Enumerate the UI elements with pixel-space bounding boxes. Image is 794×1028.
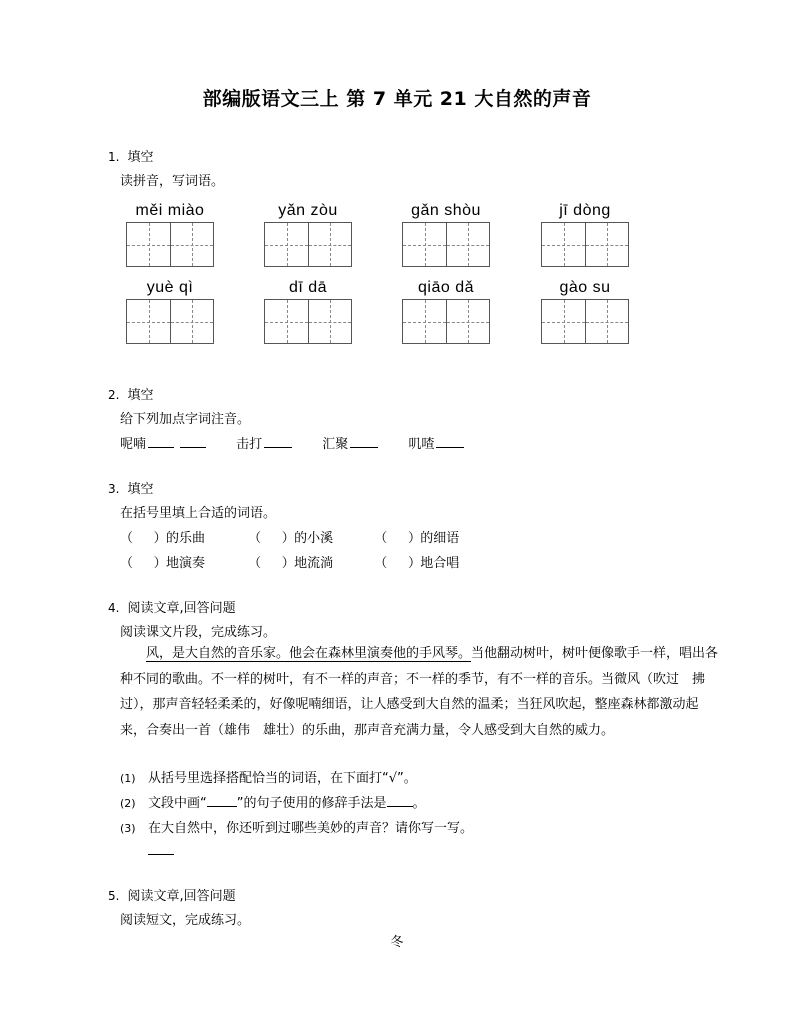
sub-question-2 xyxy=(120,792,426,811)
fill-paren[interactable]: （ ） xyxy=(374,556,421,571)
word-item: 叽喳 xyxy=(408,437,435,452)
answer-blank[interactable] xyxy=(180,435,206,448)
pinyin-grid-item xyxy=(126,279,214,346)
question-1-header xyxy=(108,146,153,165)
answer-blank[interactable] xyxy=(148,842,174,855)
question-1-instruction: 读拼音，写词语。 xyxy=(120,174,225,189)
sub-question-text: 从括号里选择搭配恰当的词语，在下面打“√”。 xyxy=(148,771,417,786)
question-3-header xyxy=(108,478,153,497)
sub-question-number: (3) xyxy=(120,822,136,835)
pinyin-grid-item xyxy=(402,202,490,269)
pinyin-grid-item xyxy=(402,279,490,346)
writing-boxes[interactable] xyxy=(264,299,352,344)
fill-paren[interactable]: （ ） xyxy=(248,556,295,571)
question-5-header xyxy=(108,885,236,904)
question-2-words xyxy=(120,433,464,452)
phrase: 地演奏 xyxy=(166,556,206,571)
question-1-number: 1. xyxy=(108,150,120,164)
writing-boxes[interactable] xyxy=(264,222,352,267)
question-3-instruction: 在括号里填上合适的词语。 xyxy=(120,506,277,521)
question-2-instruction: 给下列加点字词注音。 xyxy=(120,412,251,427)
answer-blank[interactable] xyxy=(148,435,174,448)
writing-boxes[interactable] xyxy=(402,299,490,344)
pinyin-label: yǎn zòu xyxy=(278,202,338,219)
question-1-type: 填空 xyxy=(127,150,154,165)
phrase: 的乐曲 xyxy=(166,531,206,546)
sub-question-number: (2) xyxy=(120,797,136,810)
fill-paren[interactable]: （ ） xyxy=(120,556,167,571)
fill-paren[interactable]: （ ） xyxy=(248,531,295,546)
pinyin-grid-item xyxy=(126,202,214,269)
question-3-number: 3. xyxy=(108,482,120,496)
phrase: 的细语 xyxy=(420,531,460,546)
question-4-instruction: 阅读课文片段，完成练习。 xyxy=(120,625,277,640)
sub-question-1 xyxy=(120,767,417,786)
answer-blank[interactable] xyxy=(436,435,464,448)
answer-blank[interactable] xyxy=(264,435,292,448)
question-2-type: 填空 xyxy=(127,388,154,403)
pinyin-grid-item xyxy=(541,279,629,346)
sub-question-text: ”的句子使用的修辞手法是 xyxy=(236,796,387,811)
answer-blank[interactable] xyxy=(387,794,413,807)
phrase: 地流淌 xyxy=(294,556,334,571)
passage-text: 当他翻动树叶，树叶便像歌手一样，唱出各种不同的歌曲。不一样的树叶，有不一样的声音；不一样的季节，有不一样的音乐。当微风（吹过 拂过），那声音轻轻柔柔的，好像呢喃细语，让人感受到大自然的温柔；当狂风吹起，整座森林都激动起来，合奏出一首（雄伟 雄壮）的乐曲，那声音充满力量，令人感受到大自然的威力。 xyxy=(120,646,719,738)
writing-boxes[interactable] xyxy=(402,222,490,267)
pinyin-label: jī dòng xyxy=(559,202,611,219)
writing-boxes[interactable] xyxy=(126,299,214,344)
word-item: 汇聚 xyxy=(322,437,349,452)
page-title: 部编版语文三上 第 7 单元 21 大自然的声音 xyxy=(202,88,592,110)
pinyin-grid-item xyxy=(541,202,629,269)
question-4-header xyxy=(108,597,236,616)
pinyin-grid-item xyxy=(264,202,352,269)
sub-question-text: 文段中画“ xyxy=(148,796,207,811)
word-item: 呢喃 xyxy=(120,437,147,452)
sub-question-text: 。 xyxy=(412,796,426,811)
question-5-instruction: 阅读短文，完成练习。 xyxy=(120,913,251,928)
question-2-header xyxy=(108,384,153,403)
question-4-type: 阅读文章,回答问题 xyxy=(127,601,236,616)
pinyin-label: měi miào xyxy=(135,202,205,219)
question-4-number: 4. xyxy=(108,601,120,615)
question-3-row xyxy=(120,552,459,571)
pinyin-label: gào su xyxy=(559,279,611,296)
writing-boxes[interactable] xyxy=(126,222,214,267)
word-item: 击打 xyxy=(236,437,263,452)
pinyin-label: qiāo dǎ xyxy=(418,279,474,296)
phrase: 地合唱 xyxy=(420,556,460,571)
writing-boxes[interactable] xyxy=(541,222,629,267)
reading-passage xyxy=(120,641,720,743)
question-5-type: 阅读文章,回答问题 xyxy=(127,889,236,904)
pinyin-grid-item xyxy=(264,279,352,346)
underlined-sentence: 风，是大自然的音乐家。他会在森林里演奏他的手风琴。 xyxy=(146,646,472,661)
question-3-row xyxy=(120,527,459,546)
answer-blank[interactable] xyxy=(207,794,237,807)
pinyin-label: dī dā xyxy=(288,279,328,296)
writing-boxes[interactable] xyxy=(541,299,629,344)
fill-paren[interactable]: （ ） xyxy=(374,531,421,546)
question-5-number: 5. xyxy=(108,889,120,903)
question-2-number: 2. xyxy=(108,388,120,402)
continued-title: 冬 xyxy=(390,935,404,950)
question-3-type: 填空 xyxy=(127,482,154,497)
pinyin-label: yuè qì xyxy=(146,279,194,296)
sub-question-number: (1) xyxy=(120,772,136,785)
pinyin-label: gǎn shòu xyxy=(411,202,481,219)
sub-question-3 xyxy=(120,817,473,836)
fill-paren[interactable]: （ ） xyxy=(120,531,167,546)
answer-blank[interactable] xyxy=(350,435,378,448)
phrase: 的小溪 xyxy=(294,531,334,546)
sub-question-text: 在大自然中，你还听到过哪些美妙的声音？请你写一写。 xyxy=(148,821,474,836)
